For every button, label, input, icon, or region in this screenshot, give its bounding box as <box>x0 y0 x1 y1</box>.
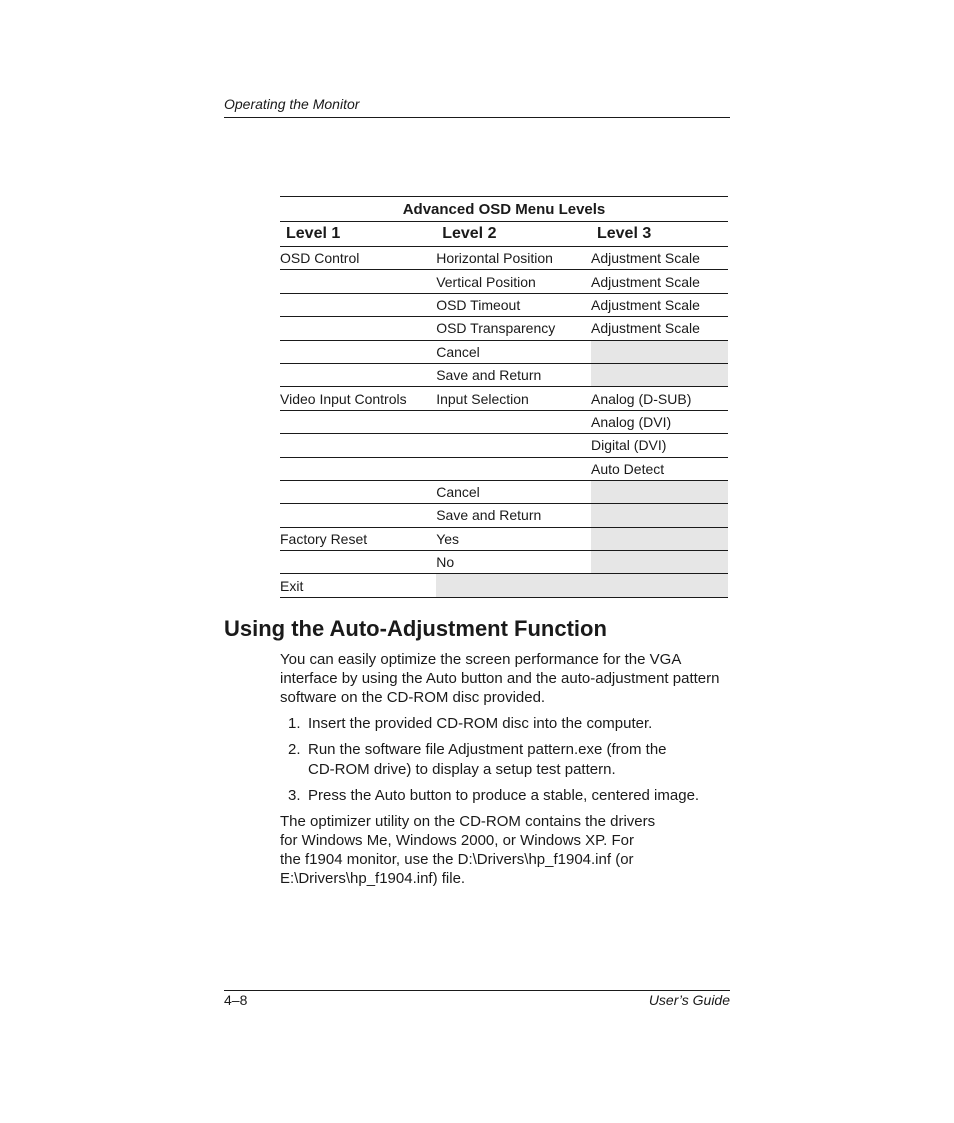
table-body <box>280 247 728 598</box>
table-cell: Exit <box>280 574 436 597</box>
table-title: Advanced OSD Menu Levels <box>280 197 728 222</box>
table-cell: Factory Reset <box>280 527 436 550</box>
table-row <box>280 317 728 340</box>
table-cell: Analog (D-SUB) <box>591 387 728 410</box>
table-cell: Vertical Position <box>436 270 591 293</box>
table-cell <box>591 574 728 597</box>
table-row <box>280 270 728 293</box>
list-item <box>280 786 730 806</box>
table-cell: Input Selection <box>436 387 591 410</box>
table-cell <box>280 340 436 363</box>
table-cell <box>591 551 728 574</box>
steps-list <box>280 714 730 812</box>
table-row <box>280 574 728 597</box>
table-row <box>280 434 728 457</box>
table-cell <box>591 480 728 503</box>
table-cell: OSD Control <box>280 247 436 270</box>
table-row <box>280 293 728 316</box>
table-row <box>280 363 728 386</box>
closing-line: The optimizer utility on the CD-ROM contains the drivers <box>280 813 656 830</box>
table-cell: Yes <box>436 527 591 550</box>
table-cell <box>591 363 728 386</box>
table-cell: Video Input Controls <box>280 387 436 410</box>
table-cell <box>591 527 728 550</box>
page-number: 4–8 <box>224 992 248 1008</box>
table-cell: OSD Transparency <box>436 317 591 340</box>
table-cell <box>436 410 591 433</box>
table-cell <box>591 504 728 527</box>
table-cell: Auto Detect <box>591 457 728 480</box>
table-cell <box>280 293 436 316</box>
table-cell <box>280 317 436 340</box>
step-line: Run the software file Adjustment pattern.exe (from the <box>308 741 667 758</box>
table-cell <box>280 457 436 480</box>
table-cell: Cancel <box>436 480 591 503</box>
table-row <box>280 340 728 363</box>
table-cell: Adjustment Scale <box>591 270 728 293</box>
table-cell: Save and Return <box>436 363 591 386</box>
osd-menu-table <box>280 196 728 598</box>
table-row <box>280 527 728 550</box>
table-cell <box>436 457 591 480</box>
table-cell: Analog (DVI) <box>591 410 728 433</box>
table-row <box>280 504 728 527</box>
step-line: Press the Auto button to produce a stable, centered image. <box>308 786 700 804</box>
table-cell <box>280 363 436 386</box>
table-cell <box>280 434 436 457</box>
table-cell <box>280 480 436 503</box>
section-title: Using the Auto-Adjustment Function <box>224 616 607 641</box>
table-row <box>280 551 728 574</box>
table-row <box>280 387 728 410</box>
table-cell <box>591 340 728 363</box>
closing-line: the f1904 monitor, use the D:\Drivers\hp_f1904.inf (or <box>280 851 634 868</box>
running-header: Operating the Monitor <box>224 96 360 112</box>
table-cell <box>436 434 591 457</box>
table-cell <box>280 410 436 433</box>
step-line: CD-ROM drive) to display a setup test pattern. <box>308 760 616 778</box>
intro-paragraph <box>280 650 730 707</box>
closing-line: for Windows Me, Windows 2000, or Windows XP. For <box>280 832 635 849</box>
column-header-level-1: Level 1 <box>280 222 436 247</box>
table-cell: OSD Timeout <box>436 293 591 316</box>
table-cell <box>280 270 436 293</box>
column-header-level-3: Level 3 <box>591 222 728 247</box>
intro-line: software on the CD-ROM disc provided. <box>280 689 546 706</box>
table-cell <box>280 551 436 574</box>
table-cell: Adjustment Scale <box>591 247 728 270</box>
table-row <box>280 457 728 480</box>
intro-line: interface by using the Auto button and the auto-adjustment pattern <box>280 670 720 687</box>
step-line: Insert the provided CD-ROM disc into the computer. <box>308 715 653 732</box>
table-row <box>280 410 728 433</box>
list-item <box>280 714 730 734</box>
footer-rule <box>224 990 730 991</box>
table-cell: Digital (DVI) <box>591 434 728 457</box>
closing-line: E:\Drivers\hp_f1904.inf) file. <box>280 870 466 887</box>
list-item <box>280 740 730 779</box>
table-cell <box>436 574 591 597</box>
step-number: 3. <box>288 786 301 804</box>
step-number: 1. <box>288 715 301 732</box>
table-cell: Adjustment Scale <box>591 317 728 340</box>
table-cell: Adjustment Scale <box>591 293 728 316</box>
table-row <box>280 247 728 270</box>
table-cell: Save and Return <box>436 504 591 527</box>
guide-title: User’s Guide <box>648 992 730 1008</box>
table-row <box>280 480 728 503</box>
table-cell <box>280 504 436 527</box>
column-header-level-2: Level 2 <box>436 222 591 247</box>
intro-line: You can easily optimize the screen performance for the VGA <box>280 651 682 668</box>
step-number: 2. <box>288 741 301 758</box>
table-cell: Horizontal Position <box>436 247 591 270</box>
header-rule <box>224 117 730 118</box>
closing-paragraph <box>280 812 730 888</box>
table-cell: Cancel <box>436 340 591 363</box>
table-cell: No <box>436 551 591 574</box>
